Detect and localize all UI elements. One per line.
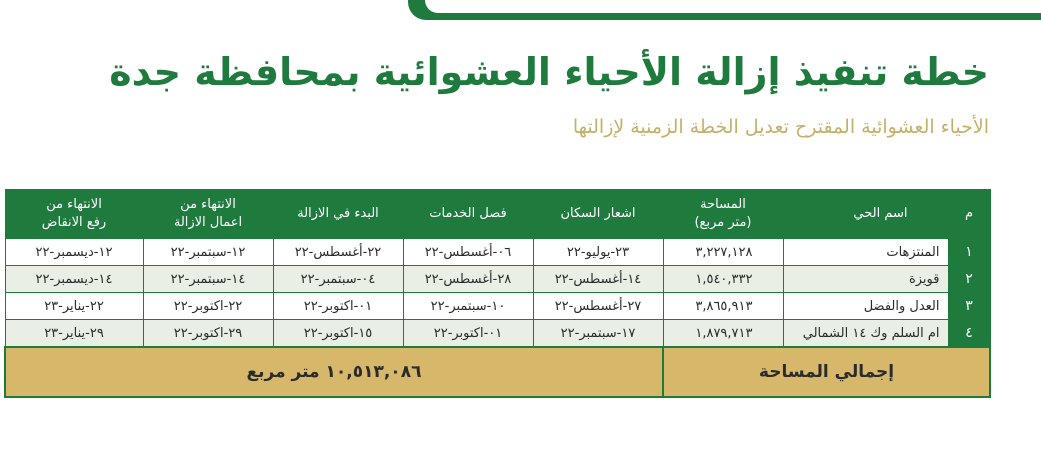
header-end-removal-line2: اعمال الازالة	[173, 215, 243, 230]
row-end-debris: ١٢-ديسمبر-٢٢	[5, 239, 143, 266]
row-services: ٢٨-أغسطس-٢٢	[403, 266, 533, 293]
header-area	[663, 190, 783, 239]
row-end-removal: ٢٩-اكتوبر-٢٢	[143, 320, 273, 348]
row-num: ٢	[948, 266, 990, 293]
table-row	[5, 320, 990, 348]
row-num: ٣	[948, 293, 990, 320]
row-start: ٢٢-أغسطس-٢٢	[273, 239, 403, 266]
row-name: قويزة	[783, 266, 948, 293]
page-title: خطة تنفيذ إزالة الأحياء العشوائية بمحافظة جدة	[109, 50, 989, 94]
row-area: ٣,٨٦٥,٩١٣	[663, 293, 783, 320]
row-end-removal: ٢٢-اكتوبر-٢٢	[143, 293, 273, 320]
total-area-label: إجمالي المساحة	[663, 347, 990, 397]
header-name: اسم الحي	[783, 190, 948, 239]
decorative-top-band-inner	[425, 0, 1041, 13]
row-notify: ١٧-سبتمبر-٢٢	[533, 320, 663, 348]
total-area-value: ١٠,٥١٣,٠٨٦ متر مربع	[5, 347, 663, 397]
row-area: ١,٨٧٩,٧١٣	[663, 320, 783, 348]
row-name: العدل والفضل	[783, 293, 948, 320]
header-end-removal	[143, 190, 273, 239]
header-area-line1: المساحة	[700, 197, 746, 212]
row-end-removal: ١٤-سبتمبر-٢٢	[143, 266, 273, 293]
row-area: ٣,٢٢٧,١٢٨	[663, 239, 783, 266]
header-start: البدء في الازالة	[273, 190, 403, 239]
row-name: المنتزهات	[783, 239, 948, 266]
row-num: ١	[948, 239, 990, 266]
header-end-debris	[5, 190, 143, 239]
row-start: ٠٤-سبتمبر-٢٢	[273, 266, 403, 293]
total-row	[5, 347, 990, 397]
table-row	[5, 266, 990, 293]
row-end-removal: ١٢-سبتمبر-٢٢	[143, 239, 273, 266]
table-row	[5, 293, 990, 320]
header-end-removal-line1: الانتهاء من	[180, 197, 236, 212]
table-header-row	[5, 190, 990, 239]
page-subtitle: الأحياء العشوائية المقترح تعديل الخطة الزمنية لإزالتها	[572, 116, 989, 138]
row-end-debris: ٢٢-يناير-٢٣	[5, 293, 143, 320]
table-row	[5, 239, 990, 266]
header-end-debris-line2: رفع الانقاض	[41, 215, 107, 230]
header-services: فصل الخدمات	[403, 190, 533, 239]
row-name: ام السلم وك ١٤ الشمالي	[783, 320, 948, 348]
removal-plan-table	[4, 189, 991, 398]
header-end-debris-line1: الانتهاء من	[46, 197, 102, 212]
row-area: ١,٥٤٠,٣٣٢	[663, 266, 783, 293]
row-notify: ٢٣-يوليو-٢٢	[533, 239, 663, 266]
row-start: ٠١-اكتوبر-٢٢	[273, 293, 403, 320]
row-services: ١٠-سبتمبر-٢٢	[403, 293, 533, 320]
row-services: ٠١-اكتوبر-٢٢	[403, 320, 533, 348]
row-end-debris: ٢٩-يناير-٢٣	[5, 320, 143, 348]
row-services: ٠٦-أغسطس-٢٢	[403, 239, 533, 266]
row-notify: ١٤-أغسطس-٢٢	[533, 266, 663, 293]
header-area-line2: (متر مربع)	[694, 215, 752, 230]
row-num: ٤	[948, 320, 990, 348]
row-end-debris: ١٤-ديسمبر-٢٢	[5, 266, 143, 293]
row-start: ١٥-اكتوبر-٢٢	[273, 320, 403, 348]
header-num: م	[948, 190, 990, 239]
header-notify: اشعار السكان	[533, 190, 663, 239]
row-notify: ٢٧-أغسطس-٢٢	[533, 293, 663, 320]
